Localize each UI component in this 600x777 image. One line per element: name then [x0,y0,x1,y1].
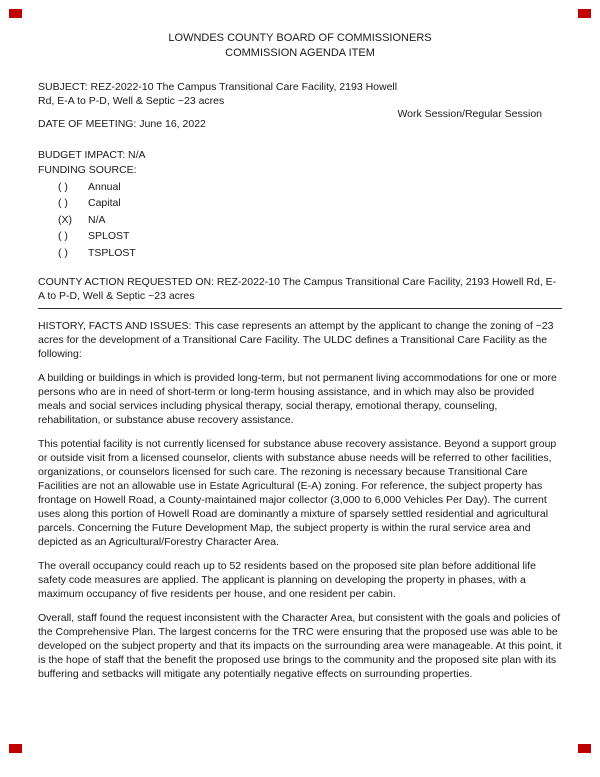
history-facts-issues [0,319,600,681]
funding-option-label: SPLOST [88,230,130,242]
checkbox-capital: ( ) [58,197,68,209]
county-action-requested: COUNTY ACTION REQUESTED ON: REZ-2022-10 The Campus Transitional Care Facility, 2193 Howell Rd, E-A to P-D, Well & Septic ~23 acres [38,275,557,302]
document-subtitle: COMMISSION AGENDA ITEM [225,47,375,59]
red-marker-bottom-left [9,744,22,753]
divider-line [38,308,562,309]
red-marker-top-left [9,9,22,18]
paragraph-staff-findings: Overall, staff found the request inconsistent with the Character Area, but consistent with the goals and policies of the Comprehensive Plan. The largest concerns for the TRC were ensuring that the proposed use was able to be developed on the subject property and that its impacts on the surrounding area were manageable. At this point, it is the hope of staff that the benefit the proposed use brings to the community and the proposed site plan with its buffering and setbacks will mitigate any potentially negative effects on surrounding properties. [38,611,562,680]
date-of-meeting: DATE OF MEETING: June 16, 2022 [38,118,206,130]
funding-option-label: Capital [88,197,121,209]
funding-option-capital [58,196,562,210]
checkbox-splost: ( ) [58,230,68,242]
paragraph-uldc-definition: A building or buildings in which is provided long-term, but not permanent living accommodations for one or more persons who are in need of short-term or long-term housing assistance, and in which may also be provided meals and social services including physical therapy, social therapy, emotional therapy, counseling, rehabilitation, or substance abuse recovery assistance. [38,371,557,426]
budget-impact: BUDGET IMPACT: N/A [38,149,146,161]
document-title: LOWNDES COUNTY BOARD OF COMMISSIONERS [168,32,432,44]
funding-option-label: TSPLOST [88,246,136,259]
red-marker-top-right [578,9,591,18]
funding-option-label: N/A [88,213,106,226]
funding-options-list [58,180,562,260]
funding-option-splost [58,229,562,243]
subject-line: SUBJECT: REZ-2022-10 The Campus Transitional Care Facility, 2193 Howell Rd, E-A to P-D, Well & Septic ~23 acres [38,81,398,107]
checkbox-tsplost: ( ) [58,246,68,259]
funding-source-label: FUNDING SOURCE: [38,164,137,176]
funding-option-annual [58,180,562,194]
paragraph-facility-details: This potential facility is not currently licensed for substance abuse recovery assistance. Beyond a support group or outside visit from a licensed counselor, clients with substance abuse needs will be referred to other facilities, organizations, or counselors licensed for such care. The rezoning is necessary because Transitional Care Facilities are not an allowable use in Estate Agricultural (E-A) zoning. For reference, the subject property has frontage on Howell Road, a County-maintained major collector (3,000 to 6,000 Vehicles Per Day). The current uses along this portion of Howell Road are dominantly a mixture of sparsely settled residential and agricultural parcels. Concerning the Future Development Map, the subject property is within the rural service area and depicted as an Agricultural/Forestry Character Area. [38,437,557,548]
checkbox-na: (X) [58,213,72,226]
checkbox-annual: ( ) [58,180,68,193]
funding-option-tsplost [58,246,562,260]
funding-option-na [58,213,562,227]
paragraph-occupancy: The overall occupancy could reach up to 52 residents based on the proposed site plan before additional life safety code measures are applied. The applicant is planning on developing the property in phases, with a maximum occupancy of five residents per house, and one resident per cabin. [38,559,536,600]
session-type: Work Session/Regular Session [397,108,542,120]
paragraph-history-intro: HISTORY, FACTS AND ISSUES: This case represents an attempt by the applicant to change the zoning of ~23 acres for the development of a Transitional Care Facility. The ULDC defines a Transitional Care Facility as the following: [38,319,554,360]
document-header [0,0,600,61]
funding-option-label: Annual [88,180,121,193]
red-marker-bottom-right [578,744,591,753]
